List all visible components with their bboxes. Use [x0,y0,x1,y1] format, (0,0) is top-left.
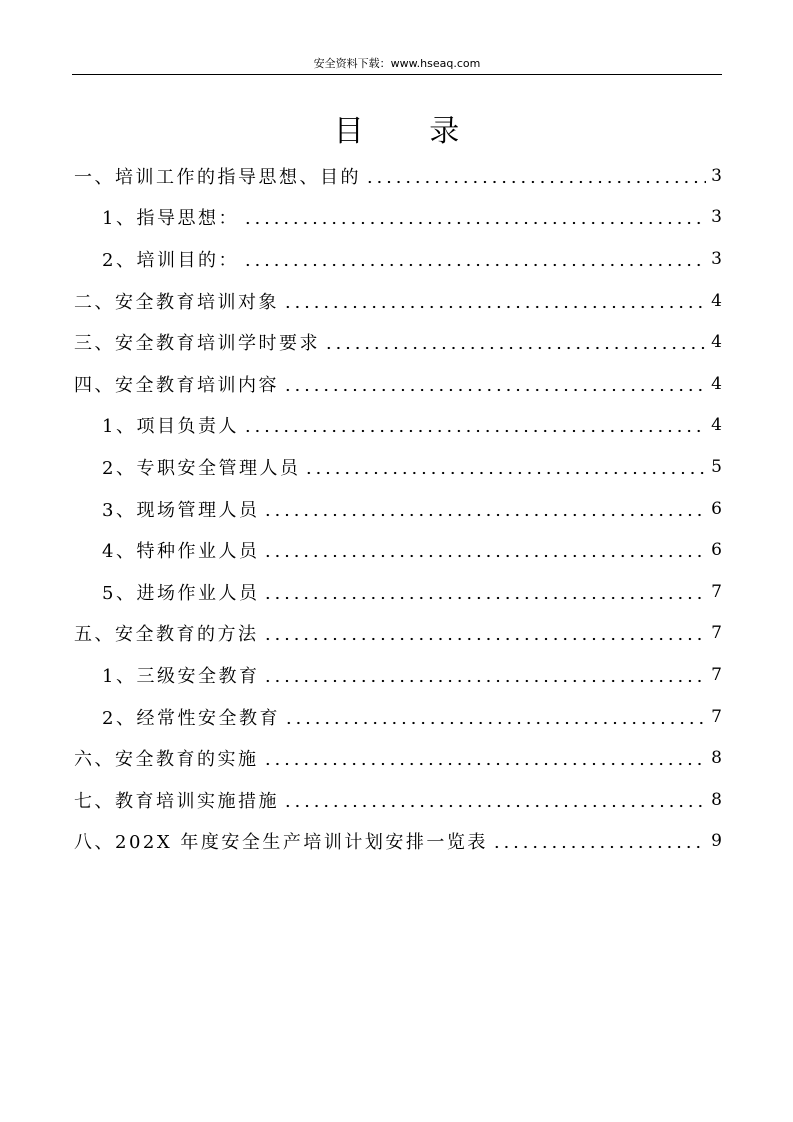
toc-entry-label: 四、安全教育培训内容 [74,374,279,396]
toc-entry[interactable] [74,654,722,696]
toc-entry-label: 1、项目负责人 [102,416,239,438]
toc-entry-page: 7 [711,706,722,727]
toc-entry-label: 七、教育培训实施措施 [74,790,279,812]
toc-entry-page: 6 [711,498,722,519]
table-of-contents [74,155,722,862]
toc-entry-page: 5 [711,456,722,477]
toc-entry[interactable] [74,446,722,488]
dot-leader [243,429,706,433]
dot-leader [243,221,706,225]
toc-entry[interactable] [74,696,722,738]
dot-leader [492,845,706,849]
toc-entry[interactable] [74,613,722,655]
toc-entry[interactable] [74,821,722,863]
toc-entry-page: 3 [711,248,722,269]
toc-entry-page: 4 [711,415,722,436]
dot-leader [243,263,706,267]
toc-entry[interactable] [74,571,722,613]
toc-entry-label: 六、安全教育的实施 [74,749,259,771]
toc-entry-page: 8 [711,789,722,810]
dot-leader [263,596,706,600]
toc-entry[interactable] [74,238,722,280]
toc-entry[interactable] [74,155,722,197]
dot-leader [263,762,707,766]
toc-entry-label: 3、现场管理人员 [102,499,260,521]
toc-entry[interactable] [74,529,722,571]
dot-leader [283,388,706,392]
toc-entry-label: 2、经常性安全教育 [102,707,280,729]
dot-leader [283,804,706,808]
toc-entry-label: 1、指导思想： [102,208,239,230]
toc-entry-page: 7 [711,581,722,602]
toc-entry[interactable] [74,737,722,779]
toc-entry-page: 7 [711,664,722,685]
page-header: 安全资料下载：www.hseaq.com [313,57,481,70]
toc-entry[interactable] [74,363,722,405]
dot-leader [263,554,706,558]
toc-entry-page: 3 [711,207,722,228]
toc-entry-label: 4、特种作业人员 [102,541,260,563]
toc-entry-label: 5、进场作业人员 [102,582,260,604]
toc-entry-page: 7 [711,623,722,644]
toc-entry-page: 8 [711,748,722,769]
toc-entry-label: 2、培训目的： [102,249,239,271]
toc-entry-label: 三、安全教育培训学时要求 [74,333,320,355]
toc-entry-page: 4 [711,373,722,394]
header-divider [72,74,722,75]
dot-leader [324,346,706,350]
dot-leader [263,679,706,683]
toc-entry[interactable] [74,405,722,447]
toc-entry[interactable] [74,197,722,239]
dot-leader [304,471,706,475]
toc-entry-label: 二、安全教育培训对象 [74,291,279,313]
toc-entry-page: 4 [711,290,722,311]
dot-leader [263,637,707,641]
dot-leader [263,513,706,517]
toc-entry-label: 五、安全教育的方法 [74,624,259,646]
toc-entry-page: 4 [711,332,722,353]
page-title: 目 录 [333,114,488,149]
dot-leader [284,721,706,725]
toc-entry[interactable] [74,280,722,322]
toc-entry-label: 一、培训工作的指导思想、目的 [74,166,361,188]
dot-leader [365,180,706,184]
toc-entry-page: 3 [711,165,722,186]
toc-entry-label: 1、三级安全教育 [102,665,260,687]
toc-entry-page: 9 [711,831,722,852]
toc-entry-label: 八、202X 年度安全生产培训计划安排一览表 [74,832,488,854]
toc-entry[interactable] [74,321,722,363]
toc-entry-page: 6 [711,540,722,561]
toc-entry-label: 2、专职安全管理人员 [102,457,301,479]
toc-entry[interactable] [74,488,722,530]
toc-entry[interactable] [74,779,722,821]
dot-leader [283,305,706,309]
